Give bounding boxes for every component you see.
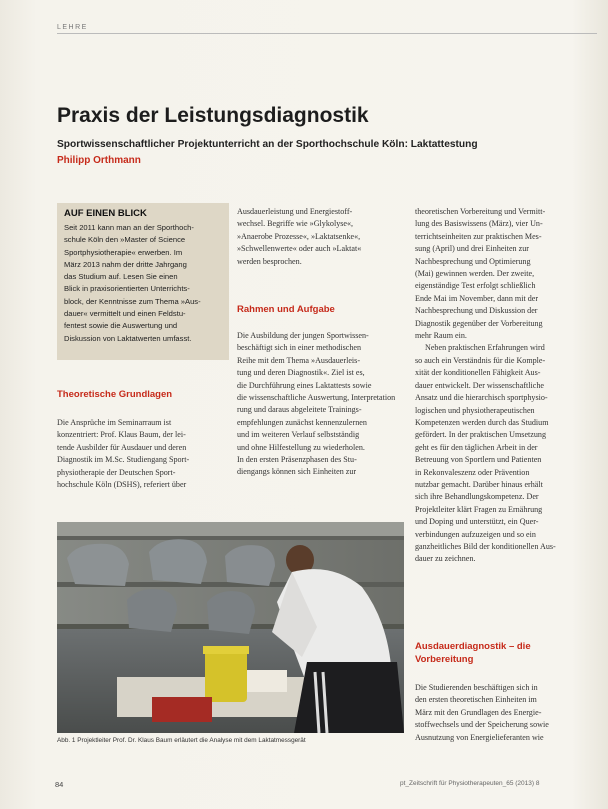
text-line: Ende Mai im November, dann mit der	[415, 293, 539, 303]
text-line: »Anaerobe Prozesse«, »Laktatsenke«,	[237, 231, 361, 241]
text-line: und Doping und unterstützt, ein Quer-	[415, 517, 539, 527]
text-line: Diagnostik gegenüber der Vorbereitung	[415, 318, 543, 328]
text-line: mehr Raum ein.	[415, 331, 467, 341]
text-line: konzentriert: Prof. Klaus Baum, der lei-	[57, 430, 186, 440]
text-line: und ohne Hilfestellung zu wiederholen.	[237, 442, 365, 452]
infobox-line: Seit 2011 kann man an der Sporthoch-	[64, 223, 194, 232]
text-line: tung und deren Diagnostik«. Ziel ist es,	[237, 368, 365, 378]
text-line: werden besprochen.	[237, 256, 302, 266]
column-3-text	[415, 682, 593, 744]
text-line: hochschule Köln (DSHS), referiert über	[57, 480, 187, 490]
section-label: LEHRE	[57, 24, 88, 31]
text-line: geht es für den täglichen Arbeit in der	[415, 442, 538, 452]
text-line: Die Ausbildung der jungen Sportwissen-	[237, 331, 369, 340]
infobox-title: AUF EINEN BLICK	[64, 208, 147, 219]
header-rule	[57, 33, 597, 34]
text-line: physiotherapie der Deutschen Sport-	[57, 467, 176, 477]
text-line: sung (April) und drei Einheiten zur	[415, 244, 529, 254]
page-number: 84	[55, 780, 64, 789]
text-line: so auch ein Verständnis für die Komple-	[415, 355, 546, 365]
text-line: rung und daraus abgeleitete Trainings-	[237, 405, 362, 415]
text-line: empfehlungen zunächst kennenzulernen	[237, 417, 367, 427]
text-line: xität der konditionellen Fähigkeit Aus-	[415, 368, 541, 378]
infobox-line: Diskussion von Laktatwerten umfasst.	[64, 333, 192, 343]
text-line: ganzheitliches Bild der konditionellen Aus-	[415, 541, 556, 551]
text-line: Betreuung von Sportlern und Patienten	[415, 455, 542, 465]
text-line: gefördert. In der praktischen Umsetzung	[415, 430, 547, 440]
infobox-line: März 2013 nahm der dritte Jahrgang	[64, 259, 187, 269]
column-1-text	[57, 417, 229, 491]
text-line: die Durchführung eines Laktattests sowie	[237, 380, 372, 390]
infobox-line: das Studium auf. Lesen Sie einen	[64, 272, 178, 282]
infobox-line: Blick in praxisorientierten Unterrichts-	[64, 284, 190, 294]
text-line: Ausdauerleistung und Energiestoff-	[237, 207, 353, 216]
text-line: In den ersten Präsenzphasen des Stu-	[237, 455, 357, 465]
text-line: in Rekonvaleszenz oder Prävention	[415, 467, 530, 477]
text-line: lung des Basiswissens (März), vier Un-	[415, 219, 543, 229]
photo-illustration	[57, 522, 404, 733]
infobox-line: schule Köln den »Master of Science	[64, 235, 186, 245]
text-line: Nachbesprechung und Optimierung	[415, 256, 531, 266]
column-2-text	[237, 330, 407, 479]
text-line: Reihe mit dem Thema »Ausdauerleis-	[237, 355, 361, 365]
column-2-top-text	[237, 206, 407, 268]
text-line: (Mai) gewinnen werden. Der zweite,	[415, 269, 535, 279]
text-line: beschäftigt sich in einer methodischen	[237, 343, 362, 353]
article-author: Philipp Orthmann	[57, 155, 141, 166]
text-line: März mit den Grundlagen des Energie-	[415, 707, 542, 717]
heading-rahmen-und-aufgabe: Rahmen und Aufgabe	[237, 304, 335, 315]
text-line: die wissenschaftliche Auswertung, Interpretation	[237, 393, 396, 403]
article-title: Praxis der Leistungsdiagnostik	[57, 104, 369, 127]
text-line: sich ihre Behandlungskompetenz. Der	[415, 492, 539, 502]
text-line: und im weiteren Verlauf selbstständig	[237, 430, 360, 440]
publication-source: pt_Zeitschrift für Physiotherapeuten_65 (2013) 8	[400, 780, 540, 787]
text-line: logischen und physiotherapeutischen	[415, 405, 535, 415]
heading-ausdauerdiagnostik: Ausdauerdiagnostik – die Vorbereitung	[415, 641, 531, 665]
infobox-line: fentest sowie die Auswertung und	[64, 321, 178, 331]
column-3-top-text	[415, 206, 593, 566]
infobox-line: dauer« vermittelt und einen Feldstu-	[64, 309, 186, 319]
text-line: wechsel. Begriffe wie »Glykolyse«,	[237, 219, 354, 229]
text-line: Die Ansprüche im Seminarraum ist	[57, 418, 172, 427]
text-line: dauer entwickelt. Der wissenschaftliche	[415, 380, 544, 390]
text-line: nutzbar gemacht. Darüber hinaus erhält	[415, 479, 543, 489]
text-line: Projektleiter klärt Fragen zu Ernährung	[415, 504, 543, 514]
infobox-line: Sportphysiotherapie« erwerben. Im	[64, 247, 183, 257]
text-line: dauer zu zeichnen.	[415, 554, 476, 564]
text-line: Ansatz und die hierarchisch sportphysio-	[415, 393, 548, 403]
text-line: Neben praktischen Erfahrungen wird	[425, 343, 545, 353]
article-photo	[57, 522, 404, 733]
text-line: den ersten theoretischen Einheiten im	[415, 695, 537, 705]
text-line: diengangs können sich Einheiten zur	[237, 467, 357, 477]
text-line: Ausnutzung von Energielieferanten wie	[415, 732, 544, 742]
text-line: stoffwechsels und der Speicherung sowie	[415, 720, 549, 730]
article-subtitle: Sportwissenschaftlicher Projektunterricht an der Sporthochschule Köln: Laktattestung	[57, 139, 478, 150]
text-line: eigenständige Test erfolgt schließlich	[415, 281, 536, 291]
text-line: terrichtseinheiten zur praktischen Mes-	[415, 231, 542, 241]
text-line: Die Studierenden beschäftigen sich in	[415, 683, 538, 692]
infobox-line: block, der Kenntnisse zum Thema »Aus-	[64, 296, 201, 306]
photo-caption: Abb. 1 Projektleiter Prof. Dr. Klaus Baum erläutert die Analyse mit dem Laktatmessgerät	[57, 737, 306, 744]
text-line: Kompetenzen werden durch das Studium	[415, 417, 549, 427]
text-line: theoretischen Vorbereitung und Vermitt-	[415, 207, 546, 216]
text-line: Diagnostik im M.Sc. Studiengang Sport-	[57, 455, 190, 465]
infobox-text	[64, 222, 222, 345]
text-line: tende Ausbilder für Ausdauer und deren	[57, 442, 187, 452]
text-line: Nachbesprechung und Diskussion der	[415, 306, 538, 316]
text-line: verbindungen aufzuzeigen und so ein	[415, 529, 536, 539]
text-line: »Schwellenwerte« oder auch »Laktat«	[237, 244, 362, 254]
heading-theoretische-grundlagen: Theoretische Grundlagen	[57, 389, 173, 400]
